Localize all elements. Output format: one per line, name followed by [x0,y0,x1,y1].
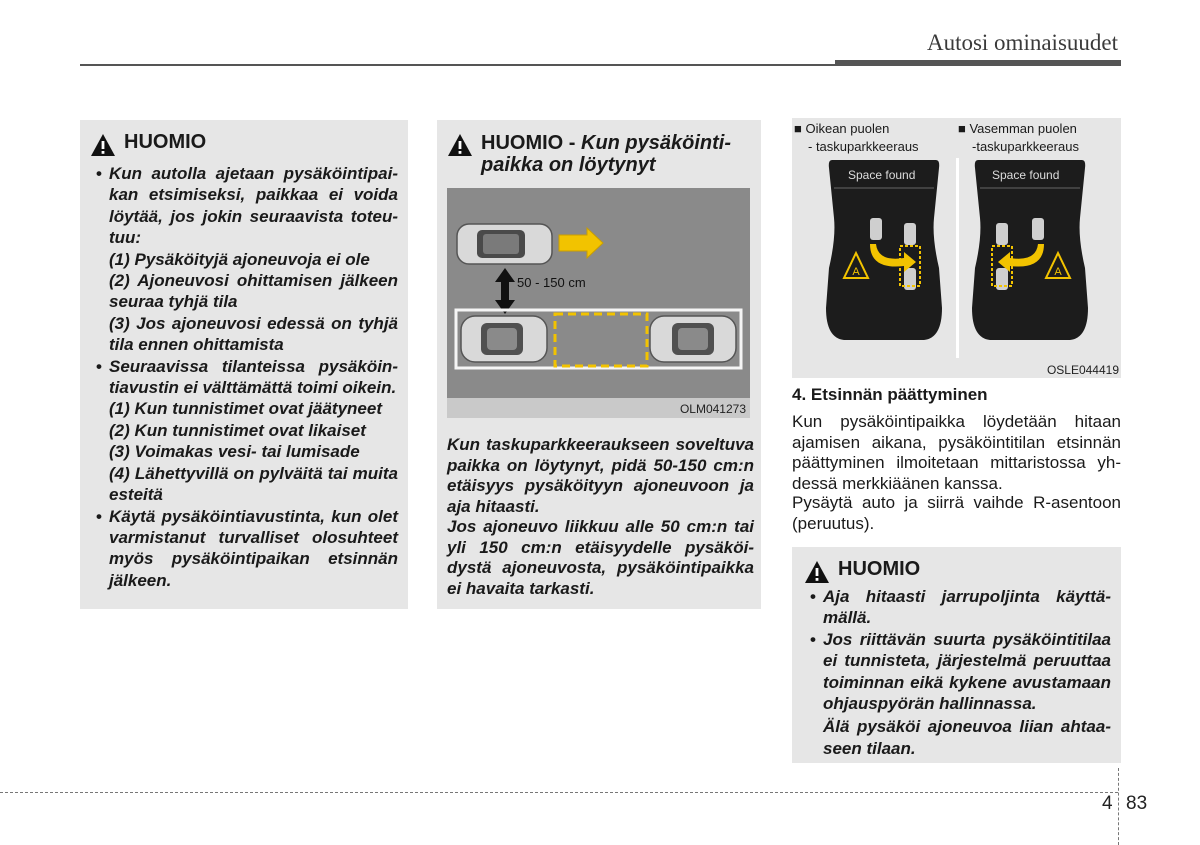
caution-item: • Aja hitaasti jarrupoljinta käyttämällä. [804,586,1111,629]
page-number: 83 [1126,793,1148,814]
caution-subitem: (1) Kun tunnistimet ovat jäätyneet [109,399,382,419]
svg-text:A: A [1054,266,1062,278]
caution-item: • Seuraavissa tilanteissa pysäköintiavustin ei välttämättä toimi oikein. [90,356,398,399]
figure-code: OLM041273 [679,402,746,416]
figure-divider [956,158,959,358]
direction-arrow [559,228,603,258]
parking-diagram-svg [447,188,750,418]
header-rule [80,64,835,66]
caution-subitem: (3) Jos ajoneuvosi edessä on tyhjä tila ennen ohittamista [109,313,398,355]
svg-text:A: A [852,266,860,278]
caution-heading-text: HUOMIO [124,131,207,153]
caution-subitem: (2) Kun tunnistimet ovat likaiset [109,420,366,440]
header-title: Autosi ominaisuudet [926,30,1118,55]
warning-icon [90,133,116,157]
empty-parking-space [555,314,647,366]
cluster-display-figure [792,118,1121,378]
caution-heading-text: HUOMIO - [481,132,576,154]
caution-subitem: (2) Ajoneuvosi ohittamisen jälkeen seuraa tyhjä tila [109,271,398,312]
caution-list [90,163,398,591]
figure-code: OSLE044419 [1046,363,1119,377]
warning-icon [804,560,830,584]
caution-subitem: (1) Pysäköityjä ajoneuvoja ei ole [109,249,370,269]
distance-label: 50 - 150 cm [517,275,586,290]
parked-car-right [650,316,736,362]
display-text-right: Space found [992,168,1060,182]
caution-paragraph: Kun taskuparkkeeraukseen soveltuva paikka on löytynyt, pidä 50-150 cm:n etäisyys pysäköityyn ajoneuvoon ja aja hitaasti. [447,435,754,516]
cluster-display-right [970,158,1090,343]
parked-car-left [461,316,547,362]
figure-label-right: ■ Vasemman puolen -taskuparkkeeraus [958,121,1079,154]
caution-heading [447,132,751,176]
caution-subitem: (3) Voimakas vesi- tai lumisade [109,442,360,462]
body-paragraph: Kun pysäköintipaikka löydetään hitaan ajamisen aikana, pysäköintitilan etsinnän päättyminen ilmoitetaan mittaristossa yhdessä merkkiäänen kanssa. [792,412,1121,493]
display-text-left: Space found [848,168,916,182]
caution-subitem: Älä pysäköi ajoneuvoa liian ahtaaseen tilaan. [823,717,1111,758]
caution-heading-text: HUOMIO [838,558,921,580]
caution-item: • Käytä pysäköintiavustinta, kun olet varmistanut turvalliset olosuhteet myös pysäköintipaikan etsinnän jälkeen. [90,506,398,592]
caution-subitem: (4) Lähettyvillä on pylväitä tai muita esteitä [109,463,398,505]
chapter-number: 4 [1102,793,1113,814]
figure-label-left: ■ Oikean puolen - taskuparkkeeraus [794,121,919,154]
caution-heading [804,559,1111,584]
footer-divider [1118,768,1119,845]
warning-icon [447,133,473,157]
caution-box-right [792,547,1121,763]
caution-item: • Kun autolla ajetaan pysäköintipaikan etsimiseksi, paikkaa ei voida löytää, jos jokin seuraavista toteutuu: [90,163,398,249]
cluster-display-left [824,158,944,343]
distance-arrow [495,268,515,314]
caution-list [804,586,1111,759]
square-bullet-icon: ■ [794,121,806,136]
section-title: 4. Etsinnän päättyminen [792,385,988,404]
footer-rule [0,792,1118,793]
parking-distance-diagram [447,188,750,418]
caution-paragraph: Jos ajoneuvo liikkuu alle 50 cm:n tai yli 150 cm:n etäisyydelle pysäköidystä ajoneuvosta, pysäköintipaikka ei havaita tarkasti. [447,517,754,598]
header-rule-accent [835,60,1121,66]
body-paragraph: Pysäytä auto ja siirrä vaihde R-asentoon (peruutus). [792,493,1121,533]
caution-heading-subtitle: Kun pysäköintipaikka on löytynyt [481,132,732,176]
moving-car-illustration [457,224,552,264]
caution-heading [90,132,398,157]
caution-box-left [80,120,408,609]
caution-item: • Jos riittävän suurta pysäköintitilaa ei tunnisteta, järjestelmä peruuttaa toiminnan eikä kykene avustamaan ohjauspyörän hallinnassa. [804,629,1111,715]
square-bullet-icon: ■ [958,121,970,136]
